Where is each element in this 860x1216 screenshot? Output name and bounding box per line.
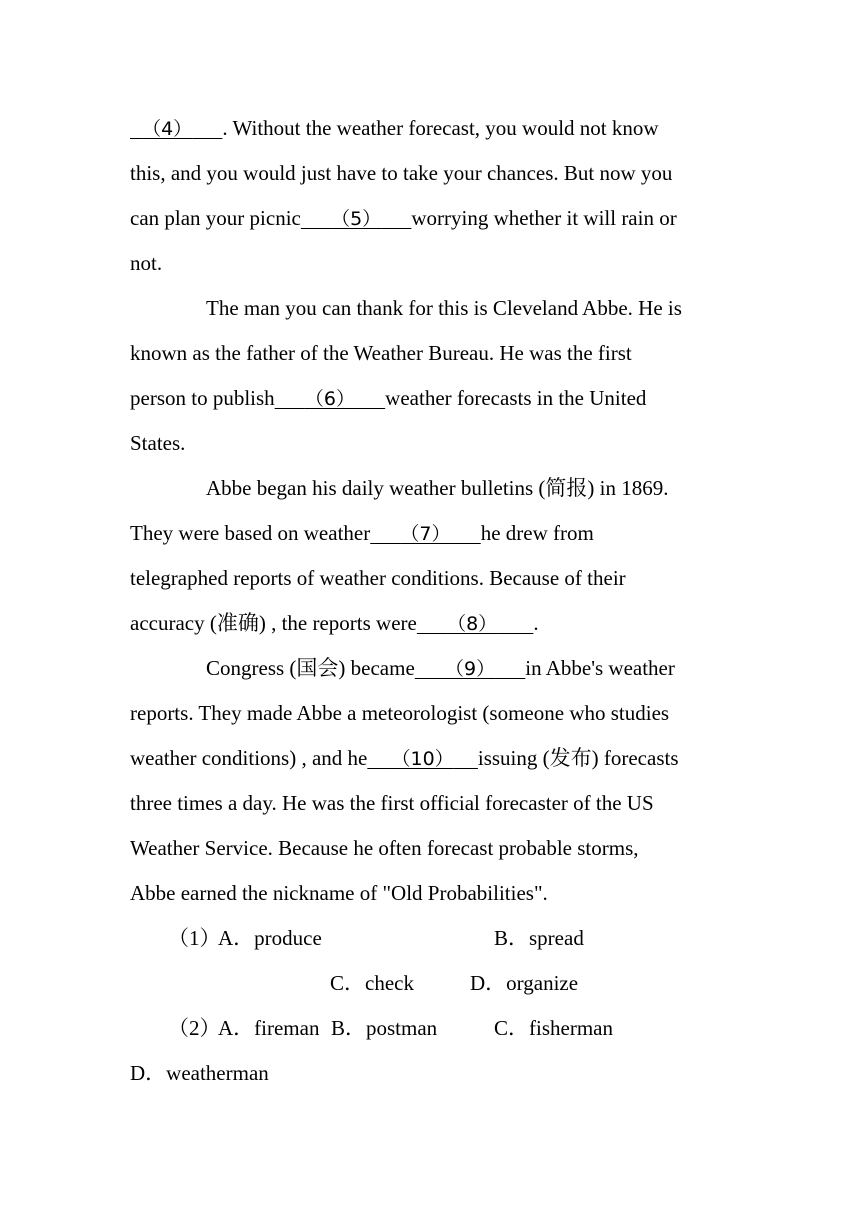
blank-7[interactable]: （7） bbox=[400, 523, 451, 545]
passage-line bbox=[130, 204, 677, 233]
passage-line: known as the father of the Weather Bureau. He was the first bbox=[130, 341, 632, 365]
passage-text: person to publish bbox=[130, 386, 275, 410]
question-number: （1） bbox=[168, 926, 221, 950]
blank-9[interactable]: （9） bbox=[444, 658, 496, 680]
passage-text: Congress (国会) became bbox=[206, 656, 415, 680]
option-a[interactable]: A．produce bbox=[218, 926, 322, 950]
passage-text: weather conditions) , and he bbox=[130, 746, 368, 770]
passage-text: weather forecasts in the United bbox=[385, 386, 647, 410]
passage-line: not. bbox=[130, 251, 163, 275]
blank-8[interactable]: （8） bbox=[447, 613, 498, 635]
passage-line bbox=[130, 609, 539, 638]
passage-text: in Abbe's weather bbox=[525, 656, 675, 680]
passage-line bbox=[130, 384, 646, 413]
passage-line bbox=[130, 744, 679, 773]
passage-text: . Without the weather forecast, you would not know bbox=[222, 116, 659, 140]
option-a[interactable]: A．fireman bbox=[218, 1016, 320, 1040]
option-d[interactable]: D．organize bbox=[470, 971, 579, 995]
passage-text: worrying whether it will rain or bbox=[411, 206, 677, 230]
passage-line bbox=[206, 654, 675, 683]
blank-5[interactable]: （5） bbox=[331, 208, 382, 230]
option-d[interactable]: D．weatherman bbox=[130, 1061, 269, 1085]
passage-line bbox=[130, 114, 659, 143]
passage-text: he drew from bbox=[480, 521, 594, 545]
passage-line: reports. They made Abbe a meteorologist (someone who studies bbox=[130, 701, 670, 725]
blank-6[interactable]: （6） bbox=[304, 388, 355, 410]
option-c[interactable]: C．check bbox=[330, 971, 414, 995]
passage-line: States. bbox=[130, 431, 186, 455]
blank-10[interactable]: （10） bbox=[391, 748, 454, 770]
passage-line: telegraphed reports of weather conditions. Because of their bbox=[130, 566, 626, 590]
passage-line: Abbe began his daily weather bulletins (简报) in 1869. bbox=[206, 476, 669, 500]
passage-line: Abbe earned the nickname of "Old Probabilities". bbox=[130, 881, 548, 905]
passage-text: accuracy (准确) , the reports were bbox=[130, 611, 417, 635]
passage-line bbox=[130, 519, 594, 548]
option-c[interactable]: C．fisherman bbox=[494, 1016, 613, 1040]
blank-4[interactable]: （4） bbox=[142, 118, 193, 140]
option-b[interactable]: B．spread bbox=[494, 926, 584, 950]
passage-line: The man you can thank for this is Cleveland Abbe. He is bbox=[206, 296, 682, 320]
passage-text: issuing (发布) forecasts bbox=[477, 746, 679, 770]
passage-line: this, and you would just have to take your chances. But now you bbox=[130, 161, 673, 185]
passage-line: Weather Service. Because he often forecast probable storms, bbox=[130, 836, 639, 860]
option-b[interactable]: B．postman bbox=[331, 1016, 438, 1040]
question-number: （2） bbox=[168, 1016, 221, 1040]
passage-text: They were based on weather bbox=[130, 521, 371, 545]
passage-text: . bbox=[533, 611, 539, 635]
passage-text: can plan your picnic bbox=[130, 206, 301, 230]
passage-line: three times a day. He was the first official forecaster of the US bbox=[130, 791, 654, 815]
